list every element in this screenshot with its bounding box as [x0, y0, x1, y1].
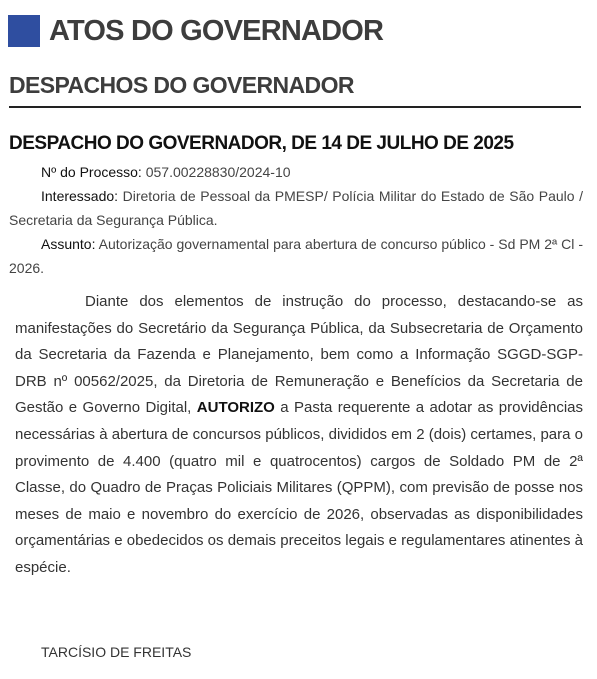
assunto-line [9, 232, 583, 280]
despacho-title: DESPACHO DO GOVERNADOR, DE 14 DE JULHO DE 2025 [9, 133, 514, 154]
section-title: ATOS DO GOVERNADOR [49, 14, 384, 47]
assunto-value: Autorização governamental para abertura de concurso público - Sd PM 2ª Cl - 2026. [9, 236, 583, 276]
body-text-before: Diante dos elementos de instrução do processo, destacando-se as manifestações do Secretário da Segurança Pública, da Subsecretaria de Orçamento da Secretaria da Fazenda e Planejamento, bem como a Informação SGGD-SGP-DRB nº 00562/2025, da Diretoria de Remuneração e Benefícios da Secretaria de Gestão e Governo Digital, [15, 293, 583, 417]
despacho-metadata [9, 160, 583, 280]
section-header [8, 14, 383, 48]
interessado-label: Interessado: [41, 188, 119, 204]
despacho-body [15, 289, 583, 582]
processo-label: Nº do Processo: [41, 164, 142, 180]
section-square-icon [8, 15, 40, 47]
signature: TARCÍSIO DE FREITAS [41, 644, 192, 660]
interessado-line [9, 184, 583, 232]
interessado-value: Diretoria de Pessoal da PMESP/ Polícia Militar do Estado de São Paulo / Secretaria da Segurança Pública. [9, 188, 583, 228]
processo-line [9, 160, 583, 184]
subsection-header [9, 72, 581, 108]
body-text-after: a Pasta requerente a adotar as providências necessárias à abertura de concursos públicos, divididos em 2 (dois) certames, para o provimento de 4.400 (quatro mil e quatrocentos) cargos de Soldado PM de 2ª Classe, do Quadro de Praças Policiais Militares (QPPM), com previsão de posse nos meses de maio e novembro do exercício de 2026, observadas as disponibilidades orçamentárias e obedecidos os demais preceitos legais e regulamentares atinentes à espécie. [15, 399, 583, 576]
assunto-label: Assunto: [41, 236, 96, 252]
subsection-title: DESPACHOS DO GOVERNADOR [9, 72, 354, 98]
processo-value: 057.00228830/2024-10 [145, 164, 291, 180]
body-emphasis: AUTORIZO [196, 399, 275, 417]
